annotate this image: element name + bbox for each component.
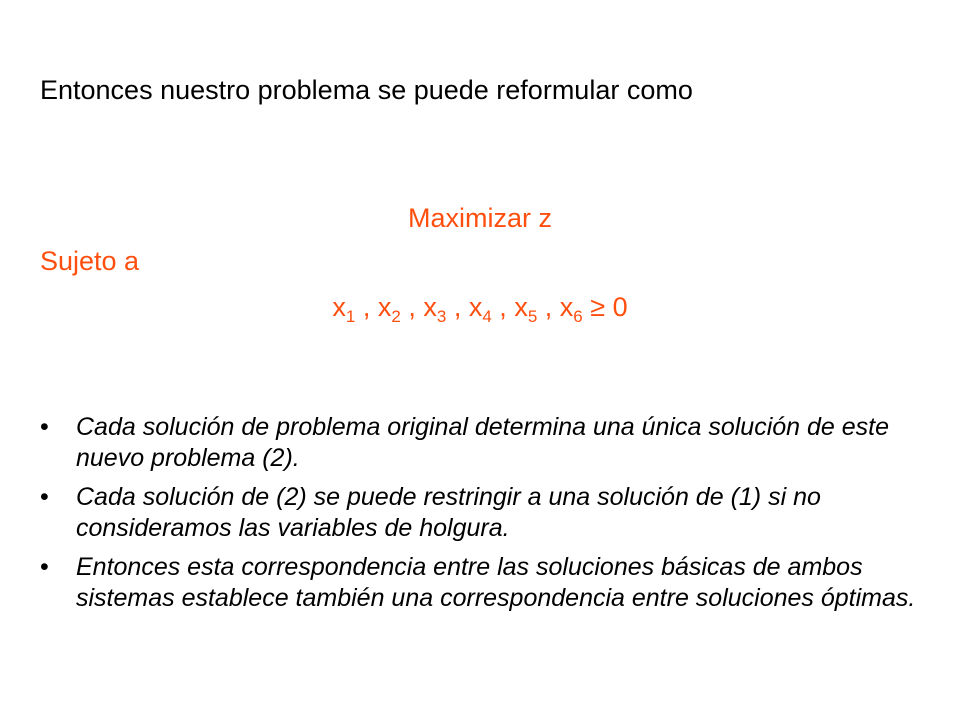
bullet-list — [40, 412, 920, 622]
var-x6: $x_6$ — [559, 292, 583, 326]
var-x3: $x_3$ , — [423, 292, 469, 326]
constraint-relation: ≥ 0 — [582, 292, 628, 322]
list-item — [40, 482, 920, 544]
var-x1: $x_1$ , — [332, 292, 378, 326]
var-x4: $x_4$ , — [468, 292, 515, 326]
bullet-icon: • — [40, 483, 49, 511]
objective-line: Maximizar z — [407, 203, 552, 233]
bullet-text: Cada solución de problema original determina una única solución de este nuevo problema (2). — [76, 413, 890, 472]
intro-text: Entonces nuestro problema se puede reformular como — [40, 75, 693, 105]
list-item — [40, 552, 920, 614]
bullet-icon: • — [40, 553, 49, 581]
bullet-text: Entonces esta correspondencia entre las soluciones básicas de ambos sistemas establece también una correspondencia entre soluciones óptimas. — [76, 553, 916, 612]
bullet-icon: • — [40, 413, 49, 441]
var-x2: $x_2$ , — [377, 292, 424, 326]
subject-to-label: Sujeto a — [40, 246, 140, 276]
list-item — [40, 412, 920, 474]
nonnegativity-constraint — [0, 287, 960, 327]
var-x5: $x_5$ , — [514, 292, 560, 326]
bullet-text: Cada solución de (2) se puede restringir a una solución de (1) si no consideramos las variables de holgura. — [76, 483, 821, 542]
